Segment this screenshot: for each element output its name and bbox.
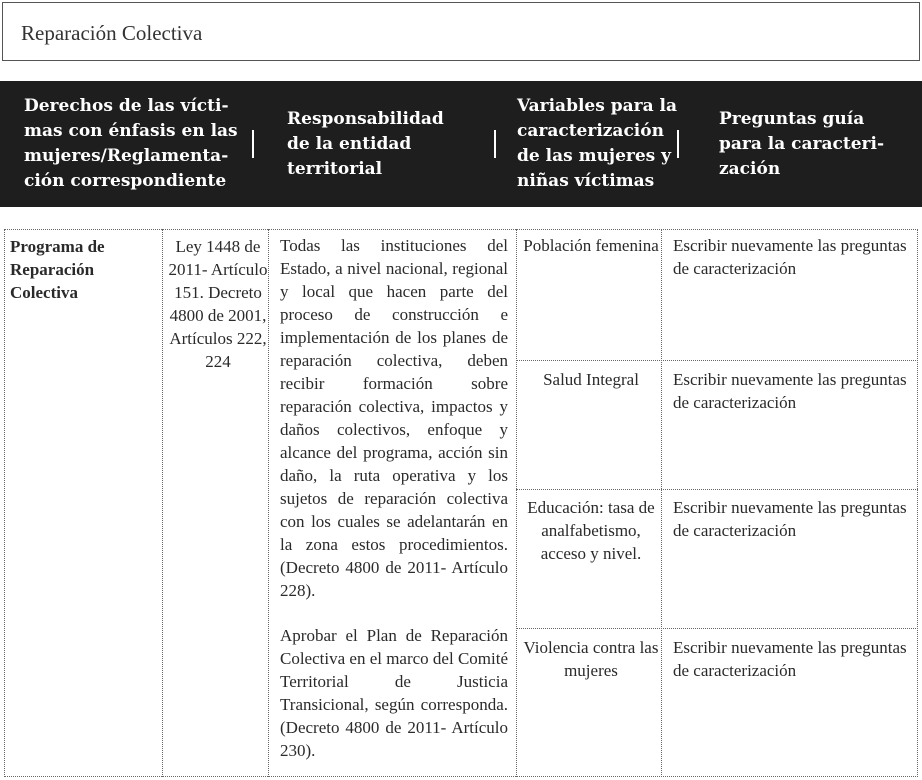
subrow-border [516,360,918,361]
data-table [4,229,918,777]
program-name: Programa de Reparación Colectiva [10,237,105,302]
row-border-top [4,229,918,230]
col-border [4,229,5,777]
header-separator [677,130,679,158]
header-col-variables [517,81,677,207]
responsibility-text [280,234,508,780]
header-col-responsabilidad-label: Responsabilidad de la entidad territorial [287,108,444,179]
guide-question: Escribir nuevamente las preguntas de caracterización [673,370,907,412]
header-col-derechos [24,81,240,207]
variable-item: Población femenina [523,236,659,255]
section-title: Reparación Colectiva [21,21,203,45]
header-col-variables-label: Variables para la caracterización de las mujeres y niñas víctimas [517,96,677,191]
subrow-border [516,489,918,490]
variable-item: Educación: tasa de analfabetismo, acceso y nivel. [527,498,655,563]
variable-item: Violencia contra las mujeres [523,638,659,680]
responsibility-paragraph: Aprobar el Plan de Reparación Colectiva en el marco del Comité Territorial de Justicia Transicional, según corresponda. (Decreto 4800 de 2011- Artículo 230). [280,626,509,760]
responsibility-paragraph: Todas las instituciones del Estado, a nivel nacional, regional y local que hacen parte del proceso de construcción e implementación de los planes de reparación colectiva, deben recibir formación sobre reparación colectiva, impactos y daños colectivos, enfoque y alcance del programa, acción sin daño, la ruta operativa y los sujetos de reparación colectiva con los cuales se adelantarán en la zona estos procedimientos. (Decreto 4800 de 2011- Artículo 228). [280,236,508,600]
variable-item: Salud Integral [543,370,639,389]
subrow-border [516,628,918,629]
header-col-responsabilidad [287,81,487,207]
legal-reference: Ley 1448 de 2011- Artículo 151. Decreto 4800 de 2001, Artículos 222, 224 [168,237,268,371]
table-header [0,81,922,207]
header-col-preguntas-label: Preguntas guía para la caracteri- zación [719,108,885,179]
col-border [917,229,918,777]
col-border [162,229,163,777]
section-title-box [2,2,920,61]
guide-question: Escribir nuevamente las preguntas de caracterización [673,498,907,540]
guide-question: Escribir nuevamente las preguntas de caracterización [673,236,907,278]
guide-question: Escribir nuevamente las preguntas de caracterización [673,638,907,680]
header-separator [252,130,254,158]
header-separator [494,130,496,158]
col-border [516,229,517,777]
header-col-derechos-label: Derechos de las vícti- mas con énfasis en las mujeres/Reglamenta- ción correspondiente [24,96,238,191]
header-col-preguntas [719,81,909,207]
